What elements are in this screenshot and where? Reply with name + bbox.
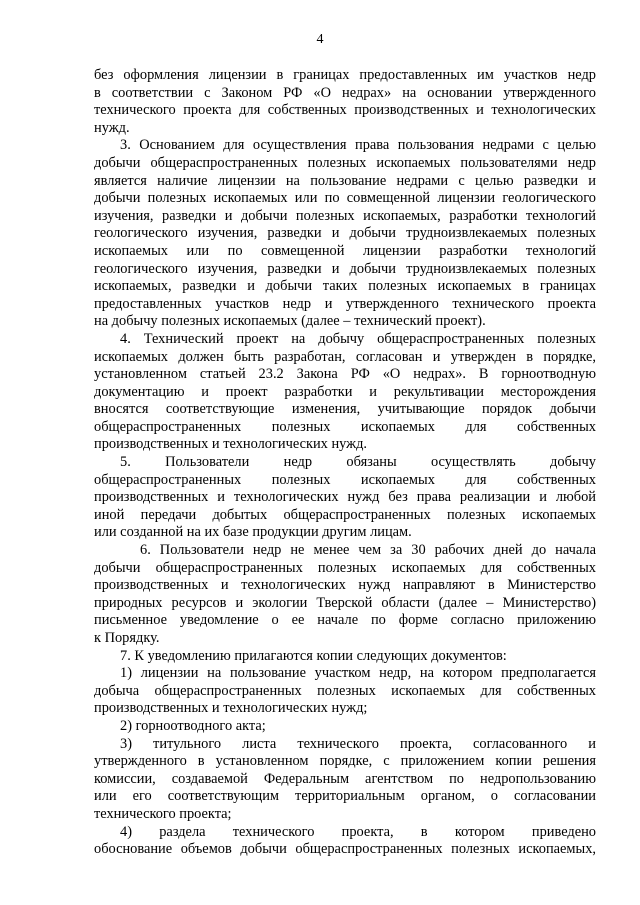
text-line: добычи полезных ископаемых или по совмещенной лицензии геологического [94,190,596,207]
text-line: 6. Пользователи недр не менее чем за 30 рабочих дней до начала [140,542,596,559]
text-line: к Порядку. [94,630,160,646]
text-line: ископаемых, разведки и добычи таких полезных ископаемых в границах [94,278,596,295]
document-body [94,67,596,859]
text-line: комиссии, создаваемой Федеральным агентством по недропользованию [94,770,596,787]
text-line: 1) лицензии на пользование участком недр, на котором предполагается [120,665,596,682]
text-line: утвержденного в установленном порядке, с приложением копии решения [94,753,596,770]
text-line: нужд. [94,119,130,136]
text-line: общераспространенных полезных ископаемых для собственных [94,471,596,488]
text-line: добычи общераспространенных полезных ископаемых для собственных [94,559,596,576]
text-line: 2) горноотводного акта; [120,717,266,734]
text-line: ископаемых или по совмещенной лицензии разработки технологий [94,242,596,259]
text-line: добыча общераспространенных полезных ископаемых для собственных [94,682,596,699]
text-line: добычи общераспространенных полезных ископаемых пользователями недр [94,154,596,171]
text-line: производственных и технологических нужд без права реализации и любой [94,489,596,506]
text-line: 5. Пользователи недр обязаны осуществлять добычу [120,454,596,471]
text-line: или его соответствующим территориальным органом, о согласовании [94,788,596,805]
text-line: 7. К уведомлению прилагаются копии следующих документов: [120,647,507,664]
text-line: производственных и технологических нужд. [94,436,368,453]
text-line: установленном статьей 23.2 Закона РФ «О недрах». В горноотводную [94,366,596,383]
text-line: вносятся соответствующие изменения, учитывающие порядок добычи [94,401,596,418]
text-line: 3) титульного листа технического проекта, согласованного и [120,735,596,752]
page-number: 4 [316,32,324,47]
text-line: производственных и технологических нужд направляют в Министерство [94,577,596,594]
text-line: производственных и технологических нужд; [94,700,368,717]
text-line: 3. Основанием для осуществления права пользования недрами с целью [120,137,596,154]
text-line: технического проекта; [94,805,232,822]
text-line: обоснование объемов добычи общераспространенных полезных ископаемых, [94,841,596,858]
text-line: является наличие лицензии на пользование недрами с целью разведки и [94,172,596,189]
text-line: ископаемых должен быть разработан, согласован и утвержден в порядке, [94,348,596,365]
text-line: изучения, разведки и добычи полезных ископаемых, разработки технологий [94,207,596,224]
text-line: без оформления лицензии в границах предоставленных им участков недр [94,67,596,83]
text-line: геологического изучения, разведки и добычи трудноизвлекаемых полезных [94,260,596,277]
text-line: на добычу полезных ископаемых (далее – технический проект). [94,313,486,330]
text-line: природных ресурсов и экологии Тверской области (далее – Министерство) [94,594,596,611]
text-line: геологического изучения, разведки и добычи трудноизвлекаемых полезных [94,225,596,242]
text-line: или созданной на их базе продукции другим лицам. [94,524,412,541]
text-line: общераспространенных полезных ископаемых для собственных [94,418,596,435]
text-line: иной передачи добытых общераспространенных полезных ископаемых [94,506,596,523]
text-line: технического проекта для собственных производственных и технологических [94,102,596,119]
text-line: 4. Технический проект на добычу общераспространенных полезных [120,330,596,347]
text-line: в соответствии с Законом РФ «О недрах» на основании утвержденного [94,84,596,101]
text-line: предоставленных участков недр и утвержденного технического проекта [94,295,596,312]
text-line: документацию и проект разработки и рекультивации месторождения [94,383,596,400]
text-line: письменное уведомление о ее начале по форме согласно приложению [94,612,596,629]
text-line: 4) раздела технического проекта, в котором приведено [120,823,596,840]
